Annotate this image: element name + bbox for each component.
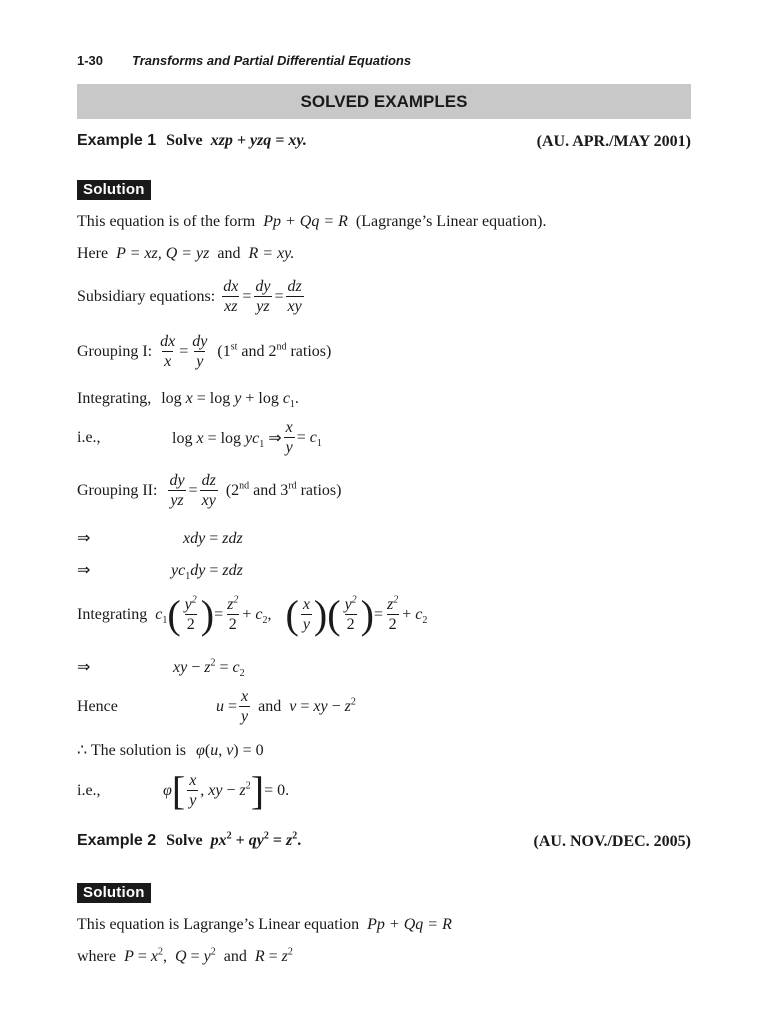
here-r-equation: R = xy.	[248, 245, 295, 262]
step-2-line: ⇒ $yc_1dy$ = zdz	[77, 562, 243, 583]
example-2-line-2: where $P = x^2$, $Q = y^2$ and $R = z^2$	[77, 946, 293, 965]
fraction-x-y: $\frac{x}{y}$	[285, 419, 293, 457]
form-text: This equation is of the form	[77, 213, 256, 230]
example-2-source: (AU. NOV./DEC. 2005)	[533, 833, 691, 850]
fraction-dy-yz-2: $\frac{dy}{yz}$	[169, 472, 185, 510]
integrating-text: Integrating,	[77, 390, 152, 407]
section-banner: SOLVED EXAMPLES	[77, 84, 691, 119]
ie-text: i.e.,	[77, 782, 101, 800]
implies-symbol: ⇒	[77, 562, 91, 579]
step-1-eq: xdy	[183, 530, 206, 547]
page-number: 1-30	[77, 53, 104, 68]
therefore-line: ∴ The solution is φ(u, v) = 0	[77, 742, 264, 759]
here-equation: P = xz, Q = yz	[116, 245, 210, 262]
hence-line: Hence u = $\frac{x}{y}$ and v = xy − $z^2$	[77, 688, 356, 726]
fraction-dx-xz: $\frac{dx}{xz}$	[223, 278, 239, 316]
book-title: Transforms and Partial Differential Equations	[132, 53, 412, 68]
final-eq: = 0.	[264, 782, 290, 800]
solution-badge: Solution	[77, 180, 151, 200]
example-2-equation: $px^2 + qy^2 = z^2$.	[210, 830, 302, 849]
grouping-2-text: Grouping II:	[77, 482, 158, 500]
result-2-line: ⇒ xy − $z^2 = c_2$	[77, 657, 245, 680]
example-2-line-1-text: This equation is Lagrange’s Linear equation	[77, 916, 360, 933]
form-line	[77, 213, 546, 231]
grouping-2-line: Grouping II: $\frac{dy}{yz}$ = $\frac{dz}{xy}$ (2nd and 3rd ratios)	[77, 472, 342, 510]
example-2-line-1-eq: Pp + Qq = R	[367, 916, 452, 933]
ratios-2: (2nd and 3rd ratios)	[225, 481, 342, 500]
integrating-2-line: Integrating $c_1$ ( $\frac{y^2}{2}$ ) = $\frac{z^2}{2}$ + $c_2$, ( $\frac{x}{y}$ )( $\frac{y^2}{2}$ ) = $\frac{z^2}{2}$ + $c_2$	[77, 592, 428, 638]
integrating-line: Integrating, $\log x = \log y + \log c_1$.	[77, 390, 299, 411]
step-1-line: ⇒ xdy = zdz	[77, 530, 243, 547]
example-2-line-1	[77, 916, 452, 934]
here-line	[77, 245, 294, 263]
form-note: (Lagrange’s Linear equation).	[355, 213, 547, 230]
ie-line-1: i.e., $\log x = \log yc_1$ ⇒ $\frac{x}{y}$ = $c_1$	[77, 419, 322, 457]
and-text: and	[217, 245, 241, 262]
example-1-heading	[77, 132, 307, 150]
ratios-1: (1st and 2nd ratios)	[217, 342, 332, 361]
fraction-dz-xy: $\frac{dz}{xy}$	[287, 278, 302, 316]
form-equation: Pp + Qq = R	[263, 213, 348, 230]
fraction-dy-y: $\frac{dy}{y}$	[192, 333, 208, 371]
fraction-dz-xy-2: $\frac{dz}{xy}$	[201, 472, 216, 510]
fraction-dy-yz: $\frac{dy}{yz}$	[255, 278, 271, 316]
example-1-source: (AU. APR./MAY 2001)	[536, 133, 691, 150]
ie-text: i.e.,	[77, 429, 101, 447]
integrating-2-text: Integrating	[77, 606, 148, 624]
example-2-heading	[77, 832, 301, 850]
implies-symbol: ⇒	[77, 530, 91, 547]
fraction-dx-x: $\frac{dx}{x}$	[160, 333, 176, 371]
here-text: Here	[77, 245, 109, 262]
subsidiary-line: Subsidiary equations: $\frac{dx}{xz}$ = $\frac{dy}{yz}$ = $\frac{dz}{xy}$	[77, 278, 302, 316]
solution-badge-2: Solution	[77, 883, 151, 903]
ie-line-2: i.e., φ [ $\frac{x}{y}$ , xy − $z^2$ ] = 0.	[77, 768, 290, 814]
therefore-text: ∴ The solution is	[77, 742, 186, 759]
and-text: and	[223, 948, 247, 965]
grouping-1-line: Grouping I: $\frac{dx}{x}$ = $\frac{dy}{y}$ (1st and 2nd ratios)	[77, 333, 332, 371]
and-text: and	[258, 698, 282, 716]
where-text: where	[77, 948, 117, 965]
example-2-solve: Solve	[166, 832, 203, 849]
subsidiary-text: Subsidiary equations:	[77, 288, 216, 306]
example-2-label: Example 2	[77, 832, 157, 849]
example-1-equation: xzp + yzq = xy.	[210, 132, 307, 149]
example-1-solve: Solve	[166, 132, 203, 149]
grouping-1-text: Grouping I:	[77, 343, 153, 361]
example-1-label: Example 1	[77, 132, 157, 149]
implies-symbol: ⇒	[77, 659, 91, 676]
hence-text: Hence	[77, 698, 118, 716]
